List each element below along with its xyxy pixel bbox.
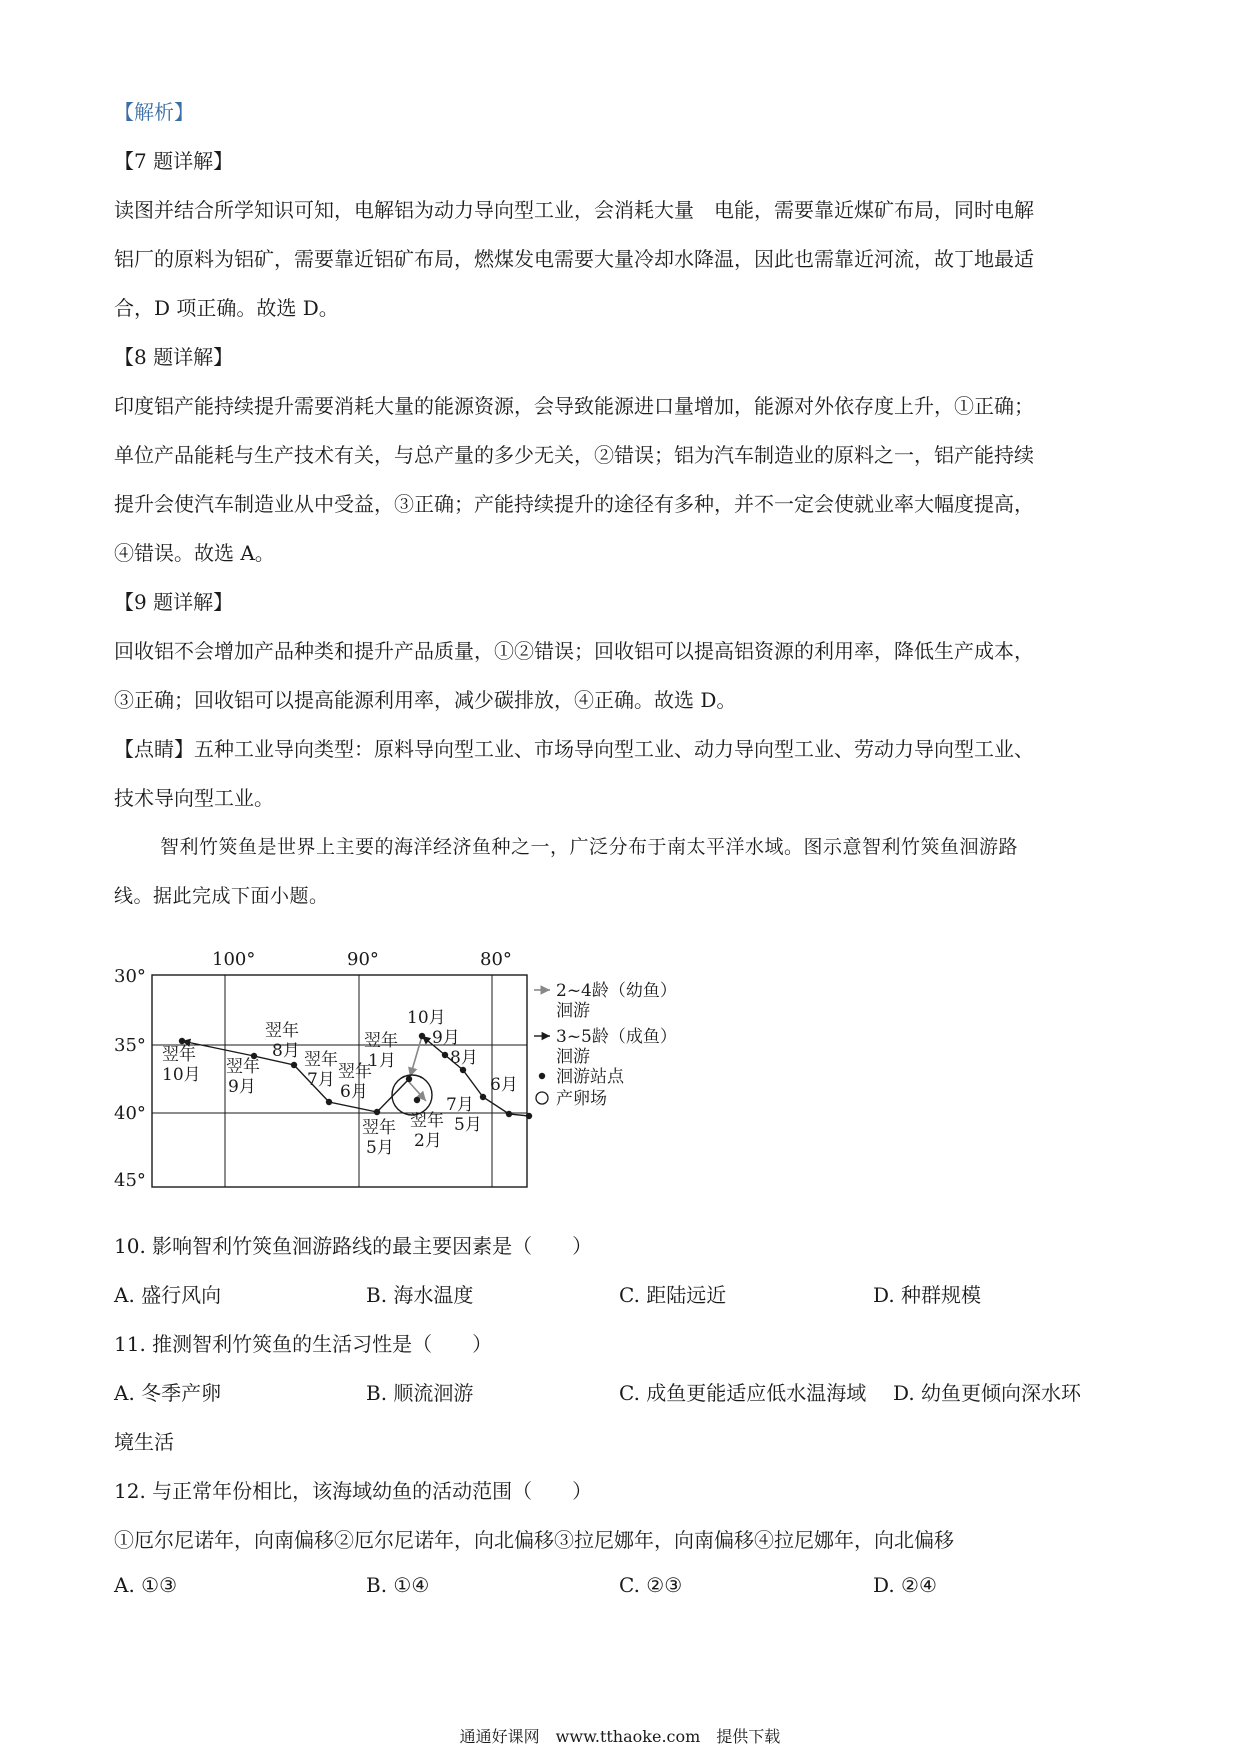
tip-line: 技术导向型工业。 [114,786,274,810]
q11-stem: 11. 推测智利竹筴鱼的生活习性是（ ） [114,1332,493,1356]
label-m8: 8月 [450,1048,478,1068]
legend-station-dot [539,1073,545,1079]
lat-label: 35° [114,1035,146,1056]
label-y7-a: 翌年 [304,1050,338,1070]
q12-option-b: B. ①④ [366,1573,430,1597]
station-dot [419,1033,425,1039]
q7-line: 读图并结合所学知识可知，电解铝为动力导向型工业，会消耗大量 电能，需要靠近煤矿布局，同时电解 [114,198,1034,222]
station-dot [526,1113,532,1119]
station-dot [179,1038,185,1044]
station-dot [442,1052,448,1058]
q12-option-d: D. ②④ [873,1573,937,1597]
label-y10-a: 翌年 [162,1045,196,1065]
q11-option-a: A. 冬季产卵 [114,1381,222,1405]
legend-adult-b: 洄游 [556,1047,590,1067]
q12-option-a: A. ①③ [114,1573,178,1597]
legend-juvenile-a: 2~4龄（幼鱼） [556,981,677,1001]
q8-heading: 【8 题详解】 [114,345,234,369]
legend-juvenile-b: 洄游 [556,1001,590,1021]
legend-station: 洄游站点 [556,1067,624,1087]
label-y5-b: 5月 [366,1138,394,1158]
q12-statements: ①厄尔尼诺年，向南偏移②厄尔尼诺年，向北偏移③拉尼娜年，向南偏移④拉尼娜年，向北偏移 [114,1528,954,1552]
label-y8-b: 8月 [272,1041,300,1061]
q8-line: 提升会使汽车制造业从中受益，③正确；产能持续提升的途径有多种，并不一定会使就业率大幅度提高， [114,492,1034,516]
intro-line: 智利竹筴鱼是世界上主要的海洋经济鱼种之一，广泛分布于南太平洋水域。图示意智利竹筴鱼洄游路 [160,836,1019,858]
station-dot [374,1109,380,1115]
q12-stem: 12. 与正常年份相比，该海域幼鱼的活动范围（ ） [114,1479,593,1503]
q11-option-d: D. 幼鱼更倾向深水环 [893,1381,1082,1405]
station-dot [480,1094,486,1100]
q9-line: 回收铝不会增加产品种类和提升产品质量，①②错误；回收铝可以提高铝资源的利用率，降低生产成本， [114,639,1034,663]
analysis-label: 【解析】 [114,100,194,124]
legend-spawning-circle [536,1092,548,1104]
lon-label: 90° [347,949,379,970]
station-dot [506,1111,512,1117]
legend-adult-a: 3~5龄（成鱼） [556,1027,677,1047]
q10-option-b: B. 海水温度 [366,1283,474,1307]
q7-line: 铝厂的原料为铝矿，需要靠近铝矿布局，燃煤发电需要大量冷却水降温，因此也需靠近河流，故丁地最适 [114,247,1034,271]
q7-heading: 【7 题详解】 [114,149,234,173]
lon-label: 80° [480,949,512,970]
lat-label: 30° [114,966,146,987]
tip-line: 【点睛】五种工业导向类型：原料导向型工业、市场导向型工业、动力导向型工业、劳动力导向型工业、 [114,737,1034,761]
juvenile-route-south [410,1036,422,1077]
station-dot [406,1076,412,1082]
label-m9: 9月 [432,1028,460,1048]
label-m10: 10月 [407,1008,446,1028]
q12-option-c: C. ②③ [619,1573,683,1597]
q10-option-a: A. 盛行风向 [114,1283,222,1307]
lat-label: 45° [114,1170,146,1191]
lat-label: 40° [114,1103,146,1124]
label-m7: 7月 [446,1095,474,1115]
label-y8-a: 翌年 [265,1021,299,1041]
station-dot [414,1097,420,1103]
q9-line: ③正确；回收铝可以提高能源利用率，减少碳排放，④正确。故选 D。 [114,688,737,712]
label-y2-a: 翌年 [410,1111,444,1131]
spawning-ground-circle [392,1075,432,1115]
label-m6: 6月 [490,1075,518,1095]
q10-stem: 10. 影响智利竹筴鱼洄游路线的最主要因素是（ ） [114,1234,593,1258]
label-y10-b: 10月 [162,1065,201,1085]
label-y5-a: 翌年 [362,1118,396,1138]
station-dot [291,1062,297,1068]
label-y6-a: 翌年 [338,1062,372,1082]
q8-line: 单位产品能耗与生产技术有关，与总产量的多少无关，②错误；铝为汽车制造业的原料之一，铝产能持续 [114,443,1034,467]
q7-line: 合，D 项正确。故选 D。 [114,296,339,320]
lon-label: 100° [212,949,256,970]
q10-option-d: D. 种群规模 [873,1283,982,1307]
label-m5: 5月 [454,1115,482,1135]
label-y9-b: 9月 [228,1077,256,1097]
label-y1-a: 翌年 [364,1031,398,1051]
migration-map [112,940,677,1195]
label-y2-b: 2月 [414,1131,442,1151]
q9-heading: 【9 题详解】 [114,590,234,614]
q11-option-c: C. 成鱼更能适应低水温海域 [619,1381,867,1405]
station-dot [326,1099,332,1105]
label-y1-b: 1月 [368,1051,396,1071]
q8-line: ④错误。故选 A。 [114,541,275,565]
q11-option-b: B. 顺流洄游 [366,1381,474,1405]
q10-option-c: C. 距陆远近 [619,1283,727,1307]
q11-option-d-continuation: 境生活 [114,1430,174,1454]
q8-line: 印度铝产能持续提升需要消耗大量的能源资源，会导致能源进口量增加，能源对外依存度上升，①正确； [114,394,1034,418]
legend-spawning: 产卵场 [556,1089,607,1109]
label-y6-b: 6月 [340,1082,368,1102]
label-y7-b: 7月 [307,1070,335,1090]
intro-line: 线。据此完成下面小题。 [114,885,329,907]
page-footer: 通通好课网 www.tthaoke.com 提供下载 [459,1727,781,1746]
label-y9-a: 翌年 [226,1057,260,1077]
